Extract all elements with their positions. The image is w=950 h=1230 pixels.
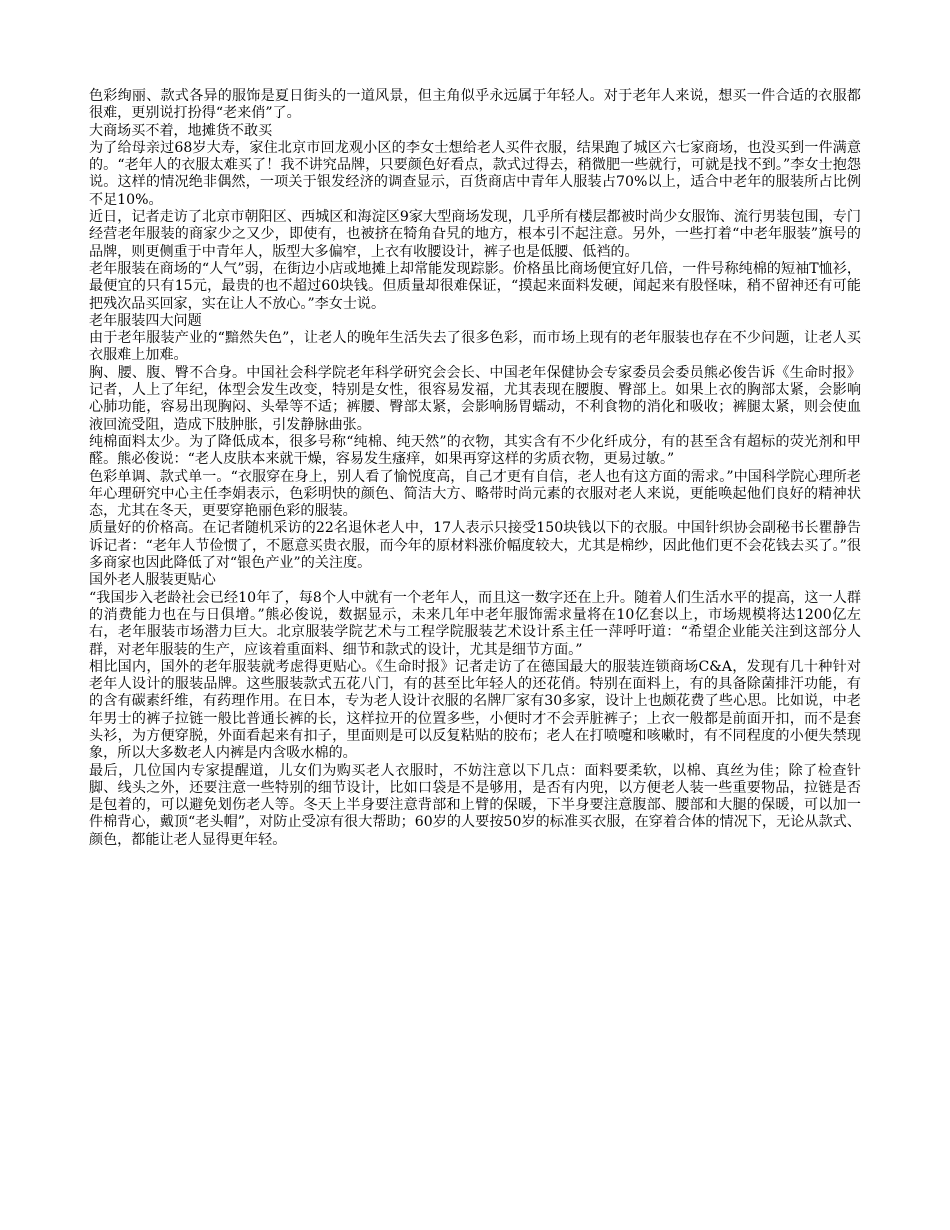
body-paragraph: 胸、腰、腹、臀不合身。中国社会科学院老年科学研究会会长、中国老年保健协会专家委员会委员熊必俊告诉《生命时报》记者，人上了年纪，体型会发生改变，特别是女性，很容易发福，尤其表现在腰腹、臀部上。如果上衣的胸部太紧，会影响心肺功能，容易出现胸闷、头晕等不适；裤腰、臀部太紧，会影响肠胃蠕动，不利食物的消化和吸收；裤腿太紧，则会使血液回流受阻，造成下肢肿胀，引发静脉曲张。 [89,364,861,433]
section-heading-abroad: 国外老人服装更贴心 [89,572,216,589]
body-paragraph: 老年服装在商场的“人气”弱，在街边小店或地摊上却常能发现踪影。价格虽比商场便宜好几倍，一件号称纯棉的短袖T恤衫，最便宜的只有15元，最贵的也不超过60块钱。但质量却很难保证，“摸起来面料发硬，闻起来有股怪味，稍不留神还有可能把残次品买回家，实在让人不放心。”李女士说。 [89,260,861,312]
section-heading-mall: 大商场买不着，地摊货不敢买 [89,122,273,139]
body-paragraph: 最后，几位国内专家提醒道，儿女们为购买老人衣服时，不妨注意以下几点：面料要柔软，以棉、真丝为佳；除了检查针脚、线头之外，还要注意一些特别的细节设计，比如口袋是不是够用，是否有内兜，以方便老人装一些重要物品，拉链是否是包着的，可以避免划伤老人等。冬天上半身要注意背部和上臂的保暖，下半身要注意腹部、腰部和大腿的保暖，可以加一件棉背心，戴顶“老头帽”，对防止受凉有很大帮助；60岁的人要按50岁的标准买衣服，在穿着合体的情况下，无论从款式、颜色，都能让老人显得更年轻。 [89,762,861,848]
body-paragraph: 由于老年服装产业的“黯然失色”，让老人的晚年生活失去了很多色彩，而市场上现有的老年服装也存在不少问题，让老人买衣服难上加难。 [89,330,861,364]
body-paragraph: 纯棉面料太少。为了降低成本，很多号称“纯棉、纯天然”的衣物，其实含有不少化纤成分，有的甚至含有超标的荧光剂和甲醛。熊必俊说：“老人皮肤本来就干燥，容易发生瘙痒，如果再穿这样的劣质衣物，更易过敏。” [89,433,861,468]
section-heading-problems: 老年服装四大问题 [89,312,202,329]
body-paragraph: 相比国内，国外的老年服装就考虑得更贴心。《生命时报》记者走访了在德国最大的服装连锁商场C&A，发现有几十种针对老年人设计的服装品牌。这些服装款式五花八门，有的甚至比年轻人的还花俏。特别在面料上，有的具备除菌排汗功能，有的含有碳素纤维，有药理作用。在日本，专为老人设计衣服的名牌厂家有30多家，设计上也颇花费了些心思。比如说，中老年男士的裤子拉链一般比普通长裤的长，这样拉开的位置多些，小便时才不会弄脏裤子；上衣一般都是前面开扣，而不是套头衫，为方便穿脱，外面看起来有扣子，里面则是可以反复粘贴的胶布；老人在打喷嚏和咳嗽时，有不同程度的小便失禁现象，所以大多数老人内裤是内含吸水棉的。 [89,658,861,762]
body-paragraph: “我国步入老龄社会已经10年了，每8个人中就有一个老年人，而且这一数字还在上升。随着人们生活水平的提高，这一人群的消费能力也在与日俱增。”熊必俊说，数据显示，未来几年中老年服饰需求量将在10亿套以上，市场规模将达1200亿左右，老年服装市场潜力巨大。北京服装学院艺术与工程学院服装艺术设计系主任一萍呼吁道：“希望企业能关注到这部分人群，对老年服装的生产，应该着重面料、细节和款式的设计，尤其是细节方面。” [89,589,861,658]
body-paragraph: 质量好的价格高。在记者随机采访的22名退休老人中，17人表示只接受150块钱以下的衣服。中国针织协会副秘书长瞿静告诉记者：“老年人节俭惯了，不愿意买贵衣服，而今年的原材料涨价幅度较大，尤其是棉纱，因此他们更不会花钱去买了。”很多商家也因此降低了对“银色产业”的关注度。 [89,520,861,572]
article-body [89,88,861,849]
body-paragraph: 色彩单调、款式单一。“衣服穿在身上，别人看了愉悦度高，自己才更有自信，老人也有这方面的需求。”中国科学院心理所老年心理研究中心主任李娟表示，色彩明快的颜色、简洁大方、略带时尚元素的衣服对老人来说，更能唤起他们良好的精神状态，尤其在冬天，更要穿艳丽色彩的服装。 [89,468,861,520]
body-paragraph: 近日，记者走访了北京市朝阳区、西城区和海淀区9家大型商场发现，几乎所有楼层都被时尚少女服饰、流行男装包围，专门经营老年服装的商家少之又少，即使有，也被挤在犄角旮旯的地方，根本引不起注意。另外，一些打着“中老年服装”旗号的品牌，则更侧重于中青年人，版型大多偏窄，上衣有收腰设计，裤子也是低腰、低裆的。 [89,209,861,260]
intro-paragraph: 色彩绚丽、款式各异的服饰是夏日街头的一道风景，但主角似乎永远属于年轻人。对于老年人来说，想买一件合适的衣服都很难，更别说打扮得“老来俏”了。 [89,88,861,122]
body-paragraph: 为了给母亲过68岁大寿，家住北京市回龙观小区的李女士想给老人买件衣服，结果跑了城区六七家商场，也没买到一件满意的。“老年人的衣服太难买了！我不讲究品牌，只要颜色好看点，款式过得去，稍微肥一些就行，可就是找不到。”李女士抱怨说。这样的情况绝非偶然，一项关于银发经济的调查显示，百货商店中青年人服装占70%以上，适合中老年的服装所占比例不足10%。 [89,139,861,208]
